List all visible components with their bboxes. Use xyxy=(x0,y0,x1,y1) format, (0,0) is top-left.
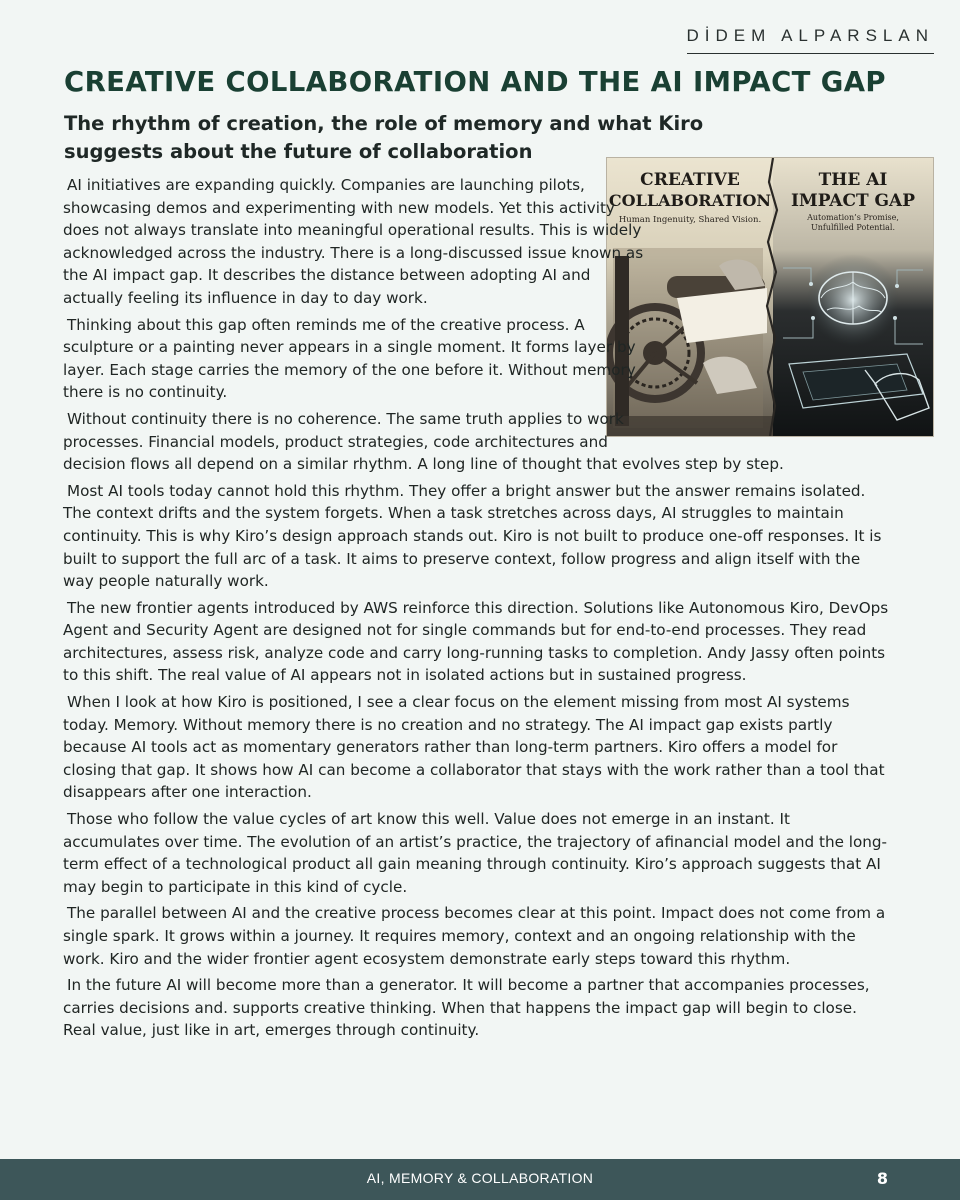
paragraph-4: Most AI tools today cannot hold this rhythm. They offer a bright answer but the answer remains isolated. The context drifts and the system forgets. When a task stretches across days, AI struggles to maintain continuity. This is why Kiro’s design approach stands out. Kiro is not built to produce one-off responses. It is built to support the full arc of a task. It aims to preserve context, follow progress and align itself with the way people naturally work. xyxy=(63,481,882,591)
paragraph-9: In the future AI will become more than a generator. It will become a partner that accompanies processes, carries decisions and. supports creative thinking. When that happens the impact gap will begin to close. Real value, just like in art, emerges through continuity. xyxy=(63,976,870,1040)
author-name: DİDEM ALPARSLAN xyxy=(687,26,934,54)
paragraph-2: Thinking about this gap often reminds me of the creative process. A sculpture or a painting never appears in a single moment. It forms layer by layer. Each stage carries the memory of the one before it. Without memory there is no continuity. xyxy=(63,315,636,402)
paragraph-7: Those who follow the value cycles of art know this well. Value does not emerge in an instant. It accumulates over time. The evolution of an artist’s practice, the trajectory of afinancial model and the long-term effect of a technological product all gain meaning through continuity. Kiro’s approach suggests that AI may begin to participate in this kind of cycle. xyxy=(63,810,888,896)
article-subtitle: The rhythm of creation, the role of memory and what Kiro suggests about the future of collaboration xyxy=(64,112,704,163)
article-body xyxy=(63,174,891,1046)
page-number: 8 xyxy=(876,1169,888,1188)
footer-section-title: AI, MEMORY & COLLABORATION xyxy=(366,1170,594,1186)
article-title: CREATIVE COLLABORATION AND THE AI IMPACT GAP xyxy=(64,66,886,98)
paragraph-3: Without continuity there is no coherence. The same truth applies to work processes. Financial models, product strategies, code architectures and decision flows all depend on a similar rhythm. A long line of thought that evolves step by step. xyxy=(63,409,784,474)
paragraph-6: When I look at how Kiro is positioned, I see a clear focus on the element missing from most AI systems today. Memory. Without memory there is no creation and no strategy. The AI impact gap exists partly because AI tools act as momentary generators rather than long-term partners. Kiro offers a model for closing that gap. It shows how AI can become a collaborator that stays with the work rather than a tool that disappears after one interaction. xyxy=(63,693,885,802)
left-panel-title-1: CREATIVE xyxy=(640,170,740,190)
right-panel-caption-2: Unfulfilled Potential. xyxy=(810,223,896,232)
right-panel-caption-1: Automation’s Promise, xyxy=(807,213,899,222)
left-panel-title-2: COLLABORATION xyxy=(608,191,772,210)
page-footer xyxy=(0,1159,960,1200)
paragraph-8: The parallel between AI and the creative process becomes clear at this point. Impact does not come from a single spark. It grows within a journey. It requires memory, context and an ongoing relationship with the work. Kiro and the wider frontier agent ecosystem demonstrate early steps toward this rhythm. xyxy=(63,904,886,968)
left-panel-caption: Human Ingenuity, Shared Vision. xyxy=(618,215,762,225)
illustration-spacer xyxy=(652,174,891,448)
paragraph-5: The new frontier agents introduced by AWS reinforce this direction. Solutions like Autonomous Kiro, DevOps Agent and Security Agent are designed not for single commands but for end-to-end processes. They read architectures, assess risk, analyze code and carry long-running tasks to completion. Andy Jassy often points to this shift. The real value of AI appears not in isolated actions but in sustained progress. xyxy=(63,598,889,685)
right-panel-title-2: IMPACT GAP xyxy=(790,191,916,211)
right-panel-title-1: THE AI xyxy=(818,170,888,190)
paragraph-1: AI initiatives are expanding quickly. Companies are launching pilots, showcasing demos and experimenting with new models. Yet this activity does not always translate into meaningful operational results. This is widely acknowledged across the industry. There is a long-discussed issue known as the AI impact gap. It describes the distance between adopting AI and actually feeling its influence in day to day work. xyxy=(63,176,644,307)
